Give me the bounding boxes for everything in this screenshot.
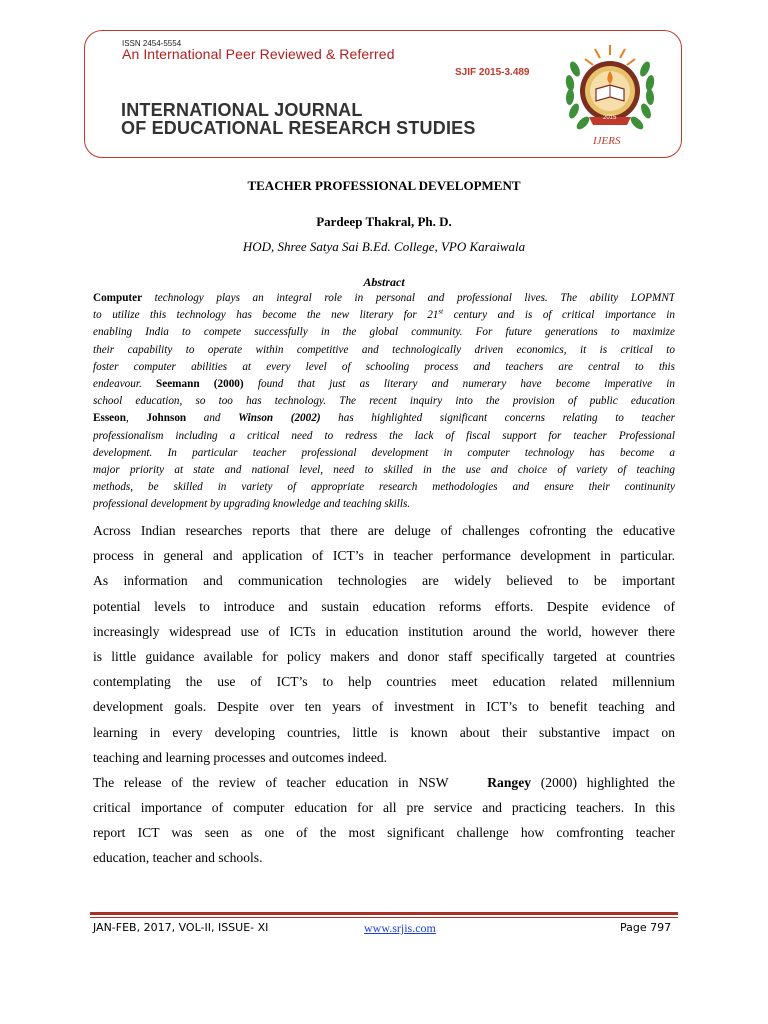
abstract-span: to utilize this technology has become the new literary for 21	[93, 309, 439, 322]
issue-info: JAN-FEB, 2017, VOL-II, ISSUE- XI	[93, 921, 269, 934]
body-line: learning in every developing countries, little is known about their substantive impact on	[93, 724, 675, 740]
emblem-label: IJERS	[593, 135, 621, 147]
abstract-line: school education, so too has technology. The recent inquiry into the provision of public education	[93, 395, 675, 408]
abstract-line	[93, 290, 675, 307]
emblem-year: 2015	[603, 115, 617, 121]
citation: Winson (2002)	[238, 412, 321, 425]
body-line: is little guidance available for policy makers and donor staff specifically targeted at countries	[93, 648, 675, 664]
abstract-term: Computer	[93, 292, 143, 304]
abstract-line: their capability to operate within competitive and technologically driven economics, it is critical to	[93, 343, 675, 356]
abstract-span: endeavour.	[93, 377, 157, 390]
abstract-span: has highlighted significant concerns relating to teacher	[320, 412, 675, 425]
body-line: As information and communication technologies are widely believed to be important	[93, 573, 675, 589]
sjif-label: SJIF 2015-3.489	[455, 67, 530, 78]
body-line: critical importance of computer education for all pre service and practicing teachers. In this	[93, 800, 675, 816]
journal-emblem-logo	[561, 39, 659, 149]
body-text	[93, 518, 675, 871]
journal-website-link[interactable]: www.srjis.com	[364, 921, 436, 935]
abstract-span: century and is of critical importance in	[443, 309, 675, 322]
abstract-line: professional development by upgrading knowledge and teaching skills.	[93, 498, 411, 511]
abstract-line	[93, 376, 675, 393]
body-line: development goals. Despite over ten years of investment in ICT’s to benefit teaching and	[93, 699, 675, 715]
abstract-line: development. In particular teacher professional development in computer technology has become a	[93, 446, 675, 459]
body-line	[93, 770, 675, 795]
abstract-heading: Abstract	[363, 275, 405, 289]
abstract-span: technology plays an integral role in personal and professional lives. The ability LOPMNT	[142, 292, 675, 304]
superscript: st	[438, 307, 444, 316]
journal-tagline: An International Peer Reviewed & Referred	[122, 46, 395, 62]
issn-label: ISSN 2454-5554	[122, 39, 182, 48]
journal-header	[84, 30, 682, 158]
abstract-span: found that just as literary and numerary have become imperative in	[243, 377, 675, 390]
body-line: report ICT was seen as one of the most significant challenge how comfronting teacher	[93, 825, 675, 841]
abstract-text	[93, 290, 675, 513]
author-name: Pardeep Thakral, Ph. D.	[316, 214, 452, 229]
footer-divider-thin	[90, 917, 678, 918]
journal-name-line1: INTERNATIONAL JOURNAL	[121, 100, 363, 120]
footer-divider	[90, 912, 678, 915]
citation: Rangey	[487, 774, 532, 790]
body-line: process in general and application of ICT’s in teacher performance development in particular.	[93, 548, 675, 564]
citation: Johnson	[146, 412, 187, 425]
body-line: education, teacher and schools.	[93, 850, 263, 866]
body-span: (2000) highlighted the	[531, 774, 675, 790]
article-title: TEACHER PROFESSIONAL DEVELOPMENT	[247, 178, 521, 193]
abstract-line: professionalism including a critical need to redress the lack of fiscal support for teacher Professional	[93, 429, 675, 442]
body-span: The release of the review of teacher education in NSW	[93, 774, 488, 790]
abstract-line	[93, 410, 675, 427]
body-line: teaching and learning processes and outcomes indeed.	[93, 749, 388, 765]
abstract-line	[93, 307, 675, 324]
body-line: Across Indian researches reports that there are deluge of challenges cofronting the educative	[93, 523, 675, 538]
abstract-line: enabling India to compete successfully in the global community. For future generations to maximize	[93, 326, 675, 339]
page-number: Page 797	[620, 921, 672, 934]
body-line: potential levels to introduce and sustain education reforms efforts. Despite evidence of	[93, 598, 675, 614]
abstract-line: methods, be skilled in variety of appropriate research methodologies and ensure their continunity	[93, 481, 675, 494]
citation: Seemann (2000)	[156, 377, 244, 390]
author-affiliation: HOD, Shree Satya Sai B.Ed. College, VPO Karaiwala	[242, 239, 526, 254]
abstract-span: ,	[125, 412, 147, 425]
citation: Esseon	[93, 412, 126, 425]
abstract-span: and	[186, 412, 239, 425]
abstract-line: foster computer abilities at every level of schooling process and teachers are central to this	[93, 360, 675, 373]
body-line: increasingly widespread use of ICTs in education institution around the world, however there	[93, 623, 675, 639]
body-line: contemplating the use of ICT’s to help countries meet education related millennium	[93, 674, 675, 690]
abstract-line: major priority at state and national level, need to skilled in the use and choice of variety of teaching	[93, 463, 675, 476]
journal-name-line2: OF EDUCATIONAL RESEARCH STUDIES	[121, 118, 476, 138]
